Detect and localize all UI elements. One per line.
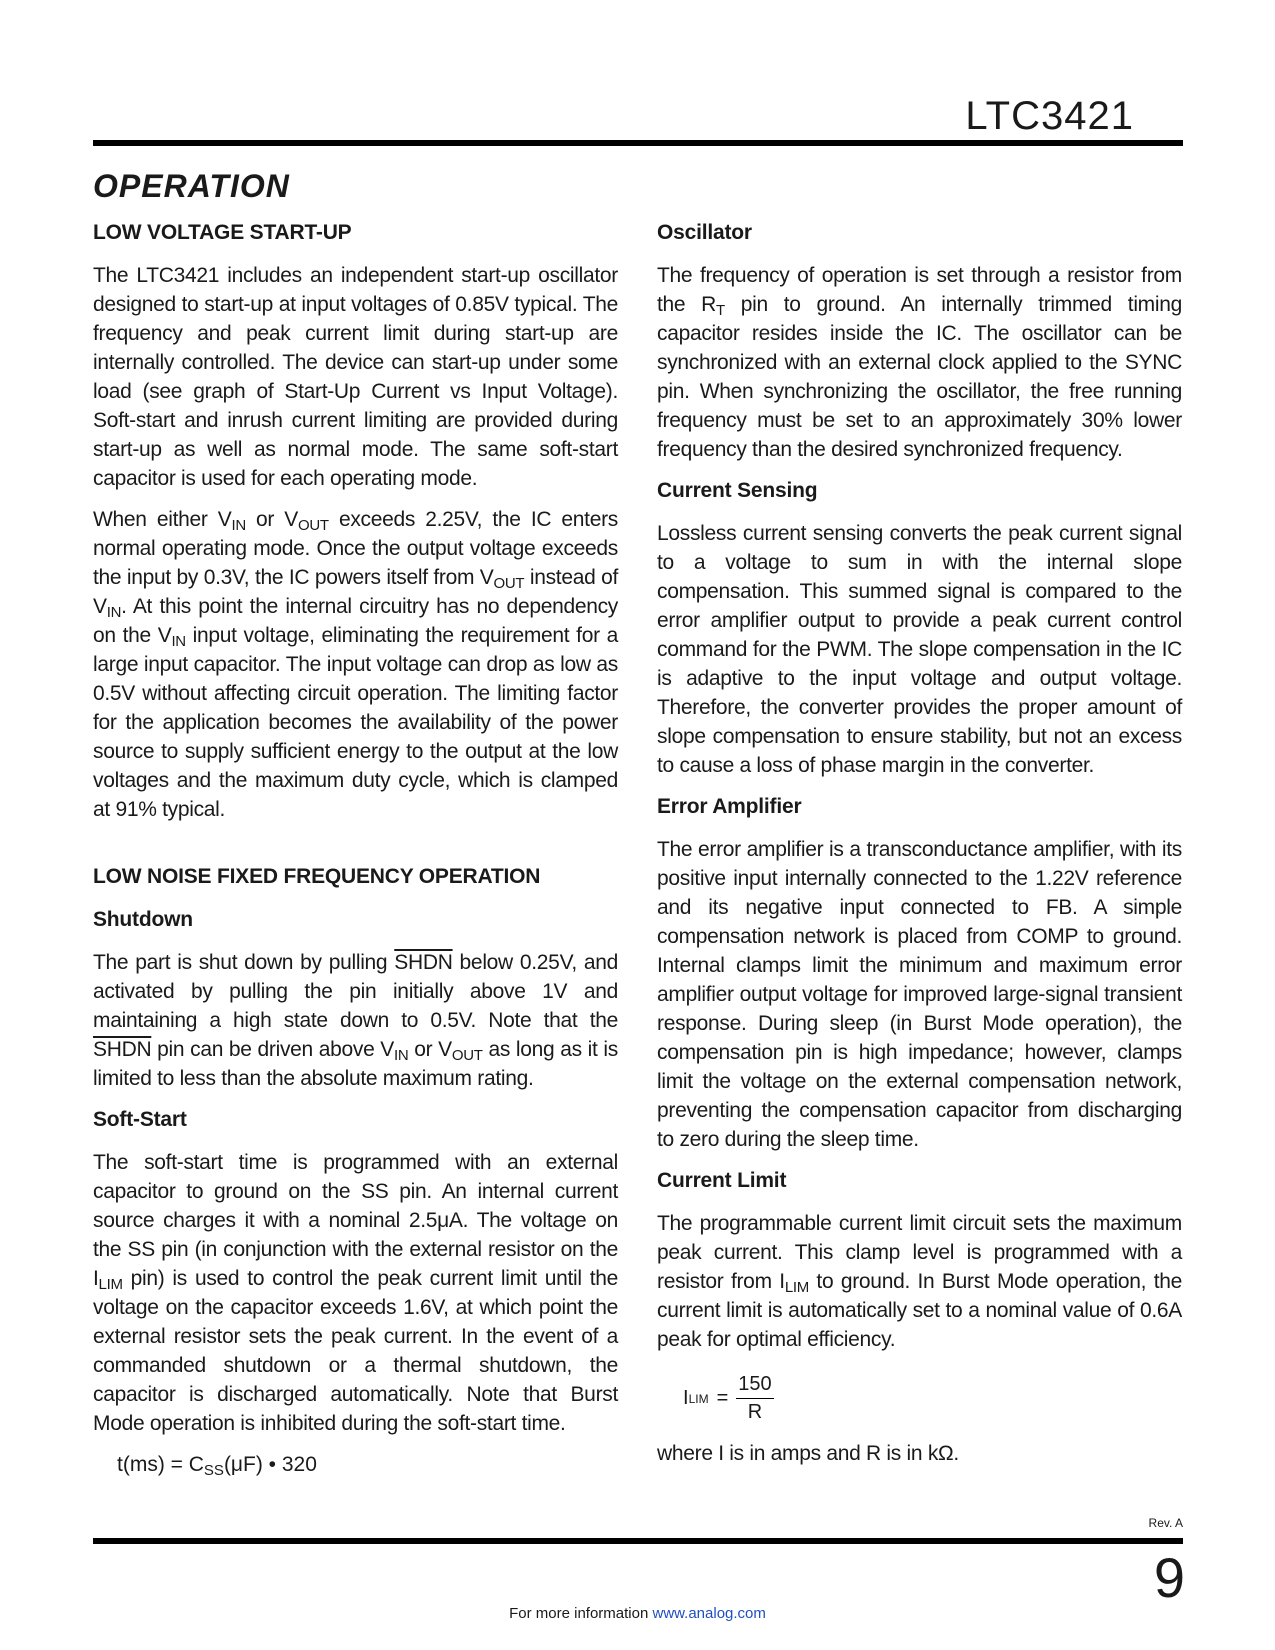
heading-shutdown: Shutdown (93, 908, 193, 931)
paragraph-current-limit: The programmable current limit circuit sets the maximum peak current. This clamp level is programmed with a resistor from $I_{LIM}$ to ground. In Burst Mode operation, the current limit is automatically set to a nominal value of 0.6A peak for optimal efficiency. (657, 1212, 1182, 1351)
heading-error-amplifier: Error Amplifier (657, 795, 802, 818)
paragraph-startup: The LTC3421 includes an independent start-up oscillator designed to start-up at input voltages of 0.85V typical. The frequency and peak current limit during start-up are internally controlled. The device can start-up under some load (see graph of Start-Up Current vs Input Voltage). Soft-start and inrush current limiting are provided during start-up as well as normal mode. The same soft-start capacitor is used for each operating mode. (93, 264, 618, 490)
paragraph-error-amplifier: The error amplifier is a transconductance amplifier, with its positive input internally connected to the 1.22V reference and its negative input connected to FB. A simple compensation network is placed from COMP to ground. Internal clamps limit the minimum and maximum error amplifier output voltage for improved large-signal transient response. During sleep (in Burst Mode operation), the compensation pin is high impedance; however, clamps limit the voltage on the external compensation network, preventing the compensation capacitor from discharging to zero during the sleep time. (657, 838, 1182, 1151)
bottom-rule (93, 1538, 1183, 1544)
paragraph-soft-start: The soft-start time is programmed with an external capacitor to ground on the SS pin. An internal current source charges it with a nominal 2.5μA. The voltage on the SS pin (in conjunction with the external resistor on the $I_{LIM}$ pin) is used to control the peak current limit until the voltage on the capacitor exceeds 1.6V, at which point the external resistor sets the peak current. In the event of a commanded shutdown or a thermal shutdown, the capacitor is discharged automatically. Note that Burst Mode operation is inhibited during the soft-start time. (93, 1151, 618, 1435)
paragraph-operating-mode: When either $V_{IN}$ or $V_{OUT}$ exceeds 2.25V, the IC enters normal operating mode. Once the output voltage exceeds the input by 0.3V, the IC powers itself from $V_{OUT}$ instead of $V_{IN}$. At this point the internal circuitry has no dependency on the $V_{IN}$ input voltage, eliminating the requirement for a large input capacitor. The input voltage can drop as low as 0.5V without affecting circuit operation. The limiting factor for the application becomes the availability of the power source to supply sufficient energy to the output at the low voltages and the maximum duty cycle, which is clamped at 91% typical. (93, 508, 618, 821)
paragraph-shutdown: The part is shut down by pulling SHDN below 0.25V, and activated by pulling the pin initially above 1V and maintaining a high state down to 0.5V. Note that the SHDN pin can be driven above $V_{IN}$ or $V_{OUT}$ as long as it is limited to less than the absolute maximum rating. (93, 951, 618, 1090)
paragraph-current-sensing: Lossless current sensing converts the peak current signal to a voltage to sum in with the internal slope compensation. This summed signal is compared to the error amplifier output to provide a peak current control command for the PWM. The slope compensation in the IC is adaptive to the input voltage and output voltage. Therefore, the converter provides the proper amount of slope compensation to ensure stability, but not an excess to cause a loss of phase margin in the converter. (657, 522, 1182, 777)
top-rule (93, 140, 1183, 146)
ilim-formula: I LIM = $\frac{150}{R}$ (683, 1373, 772, 1423)
page-number: 9 (1153, 1546, 1185, 1609)
soft-start-formula: $t(ms) = C_{SS}(\mu F)$ • 320 (117, 1453, 317, 1479)
ilim-fraction: $\frac{150}{R}$ (738, 1373, 772, 1423)
paragraph-oscillator: The frequency of operation is set through a resistor from the $R_T$ pin to ground. An internally trimmed timing capacitor resides inside the IC. The oscillator can be synchronized with an external clock applied to the SYNC pin. When synchronizing the oscillator, the free running frequency must be set to an approximately 30% lower frequency than the desired synchronized frequency. (657, 264, 1183, 461)
right-column (657, 218, 1182, 1480)
part-number: LTC3421 (965, 94, 1134, 138)
footer: For more information www.analog.com (509, 1605, 766, 1622)
left-column (93, 218, 618, 1479)
heading-soft-start: Soft-Start (93, 1108, 187, 1131)
section-title: OPERATION (93, 168, 290, 204)
heading-oscillator: Oscillator (657, 221, 752, 244)
heading-current-sensing: Current Sensing (657, 479, 818, 502)
heading-low-noise: LOW NOISE FIXED FREQUENCY OPERATION (93, 865, 541, 888)
paragraph-where: where I is in amps and R is in kΩ. (657, 1442, 959, 1465)
heading-low-voltage-startup: LOW VOLTAGE START-UP (93, 221, 352, 244)
heading-current-limit: Current Limit (657, 1169, 787, 1192)
revision-label: Rev. A (1148, 1516, 1183, 1530)
website-link[interactable]: www.analog.com (652, 1605, 766, 1622)
